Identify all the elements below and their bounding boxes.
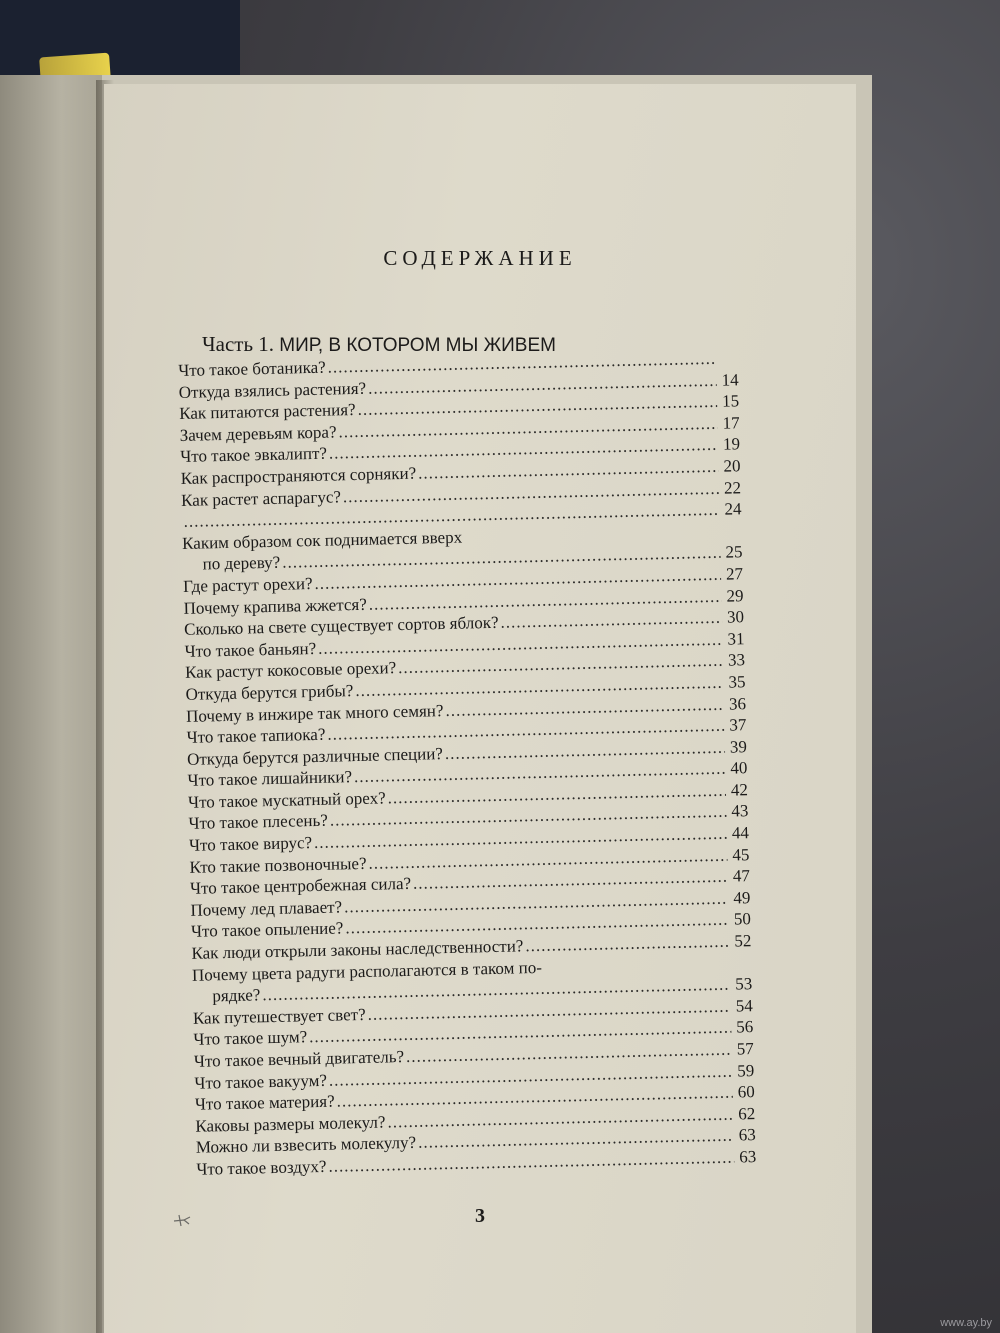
toc-entry-title: Почему в инжире так много семян? <box>185 700 444 726</box>
toc-entry-page: 63 <box>739 1147 757 1167</box>
toc-entry-page: 56 <box>736 1017 754 1037</box>
toc-entry-page: 49 <box>733 887 751 908</box>
toc-entry-page: 24 <box>724 499 742 519</box>
toc-entry-title: Что такое опыление? <box>190 918 344 942</box>
toc-entry-page: 37 <box>729 715 747 735</box>
toc-entry-page: 57 <box>736 1039 754 1059</box>
toc-entry-page: 14 <box>721 369 739 390</box>
toc-entry-page: 39 <box>729 736 748 757</box>
toc-entry-page: 22 <box>723 477 742 498</box>
toc-leader-dots <box>544 968 730 972</box>
toc-entry-page: 54 <box>735 995 754 1016</box>
toc-entry-page: 31 <box>727 628 745 649</box>
toc-entry-title: Откуда берутся различные специи? <box>186 743 444 769</box>
toc-entry-page: 30 <box>726 607 745 627</box>
toc-entry-title: по дереву? <box>202 553 281 574</box>
toc-entry-page: 33 <box>727 650 746 670</box>
toc-entry-title: Что такое центробежная сила? <box>189 874 412 899</box>
toc-entry-title: рядке? <box>212 985 261 1006</box>
toc-entry-page: 40 <box>730 758 748 778</box>
page-number: 3 <box>475 1205 485 1227</box>
toc-entry-page: 20 <box>723 456 741 476</box>
toc-entry-title: Что такое вечный двигатель? <box>193 1047 405 1071</box>
toc-entry-page: 53 <box>735 974 753 994</box>
toc-entry-title: Кто такие позвоночные? <box>189 853 367 877</box>
toc-entry-title: Почему лед плавает? <box>190 897 343 920</box>
toc-entry-page: 63 <box>738 1125 756 1145</box>
toc-entry-title: Что такое плесень? <box>188 811 329 834</box>
toc-entry-title: Что такое ботаника? <box>178 357 326 380</box>
toc-entry-page: 60 <box>737 1082 755 1102</box>
toc-entry-title: Что такое лишайники? <box>187 767 353 791</box>
left-page-edge <box>0 75 102 1333</box>
toc-entry-page: 44 <box>731 823 750 843</box>
toc-entry-title: Почему крапива жжется? <box>183 594 367 618</box>
toc-entry-page: 47 <box>732 866 751 886</box>
toc-entry-title: Как растет аспарагус? <box>180 486 342 510</box>
toc-entry-title: Что такое мускатный орех? <box>187 788 386 812</box>
toc-entry-page: 17 <box>722 413 740 433</box>
toc-entry-page: 42 <box>730 780 749 800</box>
toc-entry-title: Что такое материя? <box>194 1091 335 1114</box>
toc-heading: СОДЕРЖАНИЕ <box>383 246 577 270</box>
toc-entry-page: 25 <box>725 542 743 562</box>
toc-entry-title: Что такое вирус? <box>188 833 313 855</box>
toc-entry-page: 29 <box>726 585 744 606</box>
toc-entry-title: Что такое тапиока? <box>186 724 326 747</box>
toc-entry-page: 15 <box>721 391 740 411</box>
toc-entry-title: Каким образом сок поднимается вверх <box>181 527 463 553</box>
toc-entry-page: 52 <box>734 931 752 951</box>
toc-entry-page: 27 <box>725 564 744 584</box>
toc-entry-page: 45 <box>732 844 750 865</box>
toc-entry-title: Что такое шум? <box>193 1027 308 1050</box>
watermark: www.ay.by <box>940 1317 992 1329</box>
toc-list <box>178 347 756 1180</box>
toc-entry-title: Зачем деревьям кора? <box>179 422 337 445</box>
toc-entry-title: Где растут орехи? <box>182 573 313 596</box>
toc-leader-dots <box>525 931 729 957</box>
toc-entry-title: Что такое вакуум? <box>194 1070 328 1093</box>
toc-entry-title: Как питаются растения? <box>179 400 356 424</box>
toc-entry-title: Как путешествует свет? <box>192 1004 366 1028</box>
toc-entry-title: Почему цвета радуги располагаются в таком по- <box>191 957 543 985</box>
part-label: Часть 1. <box>202 332 275 356</box>
toc-entry-title: Сколько на свете существует сортов яблок? <box>183 612 499 640</box>
toc-entry-title: Можно ли взвесить молекулу? <box>195 1133 417 1158</box>
toc-entry-page: 35 <box>728 672 746 692</box>
toc-entry-page: 36 <box>728 693 747 714</box>
part-title: МИР, В КОТОРОМ МЫ ЖИВЕМ <box>279 335 556 356</box>
toc-entry-title: Каковы размеры молекул? <box>195 1112 386 1136</box>
toc-entry-title: Что такое воздух? <box>196 1156 327 1179</box>
toc-leader-dots <box>464 536 720 542</box>
book-page <box>104 84 856 1333</box>
toc-entry-title: Как распространяются сорняки? <box>180 463 417 488</box>
toc-entry-page: 43 <box>731 801 749 822</box>
toc-entry-title: Что такое эвкалипт? <box>179 444 328 467</box>
toc-entry-title: Как люди открыли законы наследственности? <box>191 936 524 963</box>
toc-entry-title: Откуда взялись растения? <box>178 378 367 402</box>
toc-entry-title: Как растут кокосовые орехи? <box>184 658 397 683</box>
toc-entry-page: 62 <box>738 1103 756 1124</box>
toc-entry-page: 50 <box>733 909 752 929</box>
toc-entry-title: Откуда берутся грибы? <box>185 681 354 704</box>
toc-entry-page: 19 <box>722 434 741 455</box>
toc-entry-title: Что такое баньян? <box>184 638 317 661</box>
toc-entry-page: 59 <box>737 1060 755 1081</box>
